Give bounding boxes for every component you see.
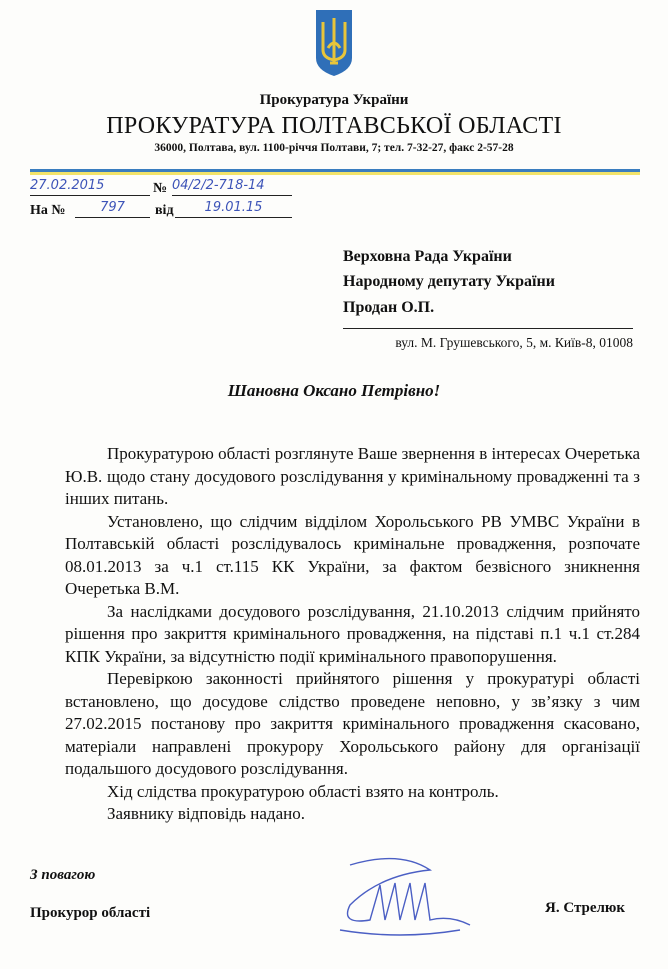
number-label: № xyxy=(153,181,168,196)
ref-date: 19.01.15 xyxy=(175,200,292,218)
org-name: ПРОКУРАТУРА ПОЛТАВСЬКОЇ ОБЛАСТІ xyxy=(106,113,562,139)
body-paragraph: Перевіркою законності прийнятого рішення у прокуратурі області встановлено, що досудове слідство проведене неповно, у зв’язку з чим 27.02.2015 постанову про закриття кримінального провадження скасовано, матеріали направлені прокурору Хорольського району для організації подальшого досудового розслідування. xyxy=(65,669,640,778)
org-address: 36000, Полтава, вул. 1100-річчя Полтави, 7; тел. 7-32-27, факс 2-57-28 xyxy=(154,142,514,154)
body-paragraph: Хід слідства прокуратурою області взято на контроль. xyxy=(107,781,499,801)
signatory-name: Я. Стрелюк xyxy=(545,900,626,916)
body-paragraph: Установлено, що слідчим відділом Хорольського РВ УМВС України в Полтавській області розслідувалось кримінальне провадження, розпочате 08.01.2013 за ч.1 ст.115 КК України, за фактом безвісного зникнення Очеретька В.М. xyxy=(65,511,640,598)
greeting: Шановна Оксано Петрівно! xyxy=(227,381,441,400)
ukraine-coat-of-arms-icon xyxy=(314,8,354,78)
recipient-line-3: Продан О.П. xyxy=(343,299,435,316)
org-parent: Прокуратура України xyxy=(259,92,409,108)
ref-number-label: На № xyxy=(30,203,66,218)
outgoing-number: 04/2/2-718-14 xyxy=(172,178,292,196)
body-paragraph: Прокуратурою області розглянуте Ваше звернення в інтересах Очеретька Ю.В. щодо стану досудового розслідування у кримінальному провадженні та з інших питань. xyxy=(65,444,640,508)
signer-position: Прокурор області xyxy=(30,905,151,921)
closing-regards: З повагою xyxy=(30,867,96,883)
recipient-line-2: Народному депутату України xyxy=(343,273,555,290)
body-paragraph: Заявнику відповідь надано. xyxy=(107,804,305,823)
recipient-address: вул. М. Грушевського, 5, м. Київ-8, 01008 xyxy=(395,335,633,350)
recipient-divider xyxy=(343,328,633,329)
outgoing-date: 27.02.2015 xyxy=(30,178,150,196)
recipient-line-1: Верховна Рада України xyxy=(343,248,512,265)
handwritten-signature xyxy=(320,845,480,945)
letter-body xyxy=(65,443,640,826)
flag-stripe-divider xyxy=(30,169,640,175)
body-paragraph: За наслідками досудового розслідування, 21.10.2013 слідчим прийнято рішення про закриття кримінального провадження, на підставі п.1 ч.1 ст.284 КПК України, за відсутністю події кримінального правопорушення. xyxy=(65,601,640,666)
ref-number: 797 xyxy=(75,200,150,218)
ref-date-label: від xyxy=(155,203,174,218)
